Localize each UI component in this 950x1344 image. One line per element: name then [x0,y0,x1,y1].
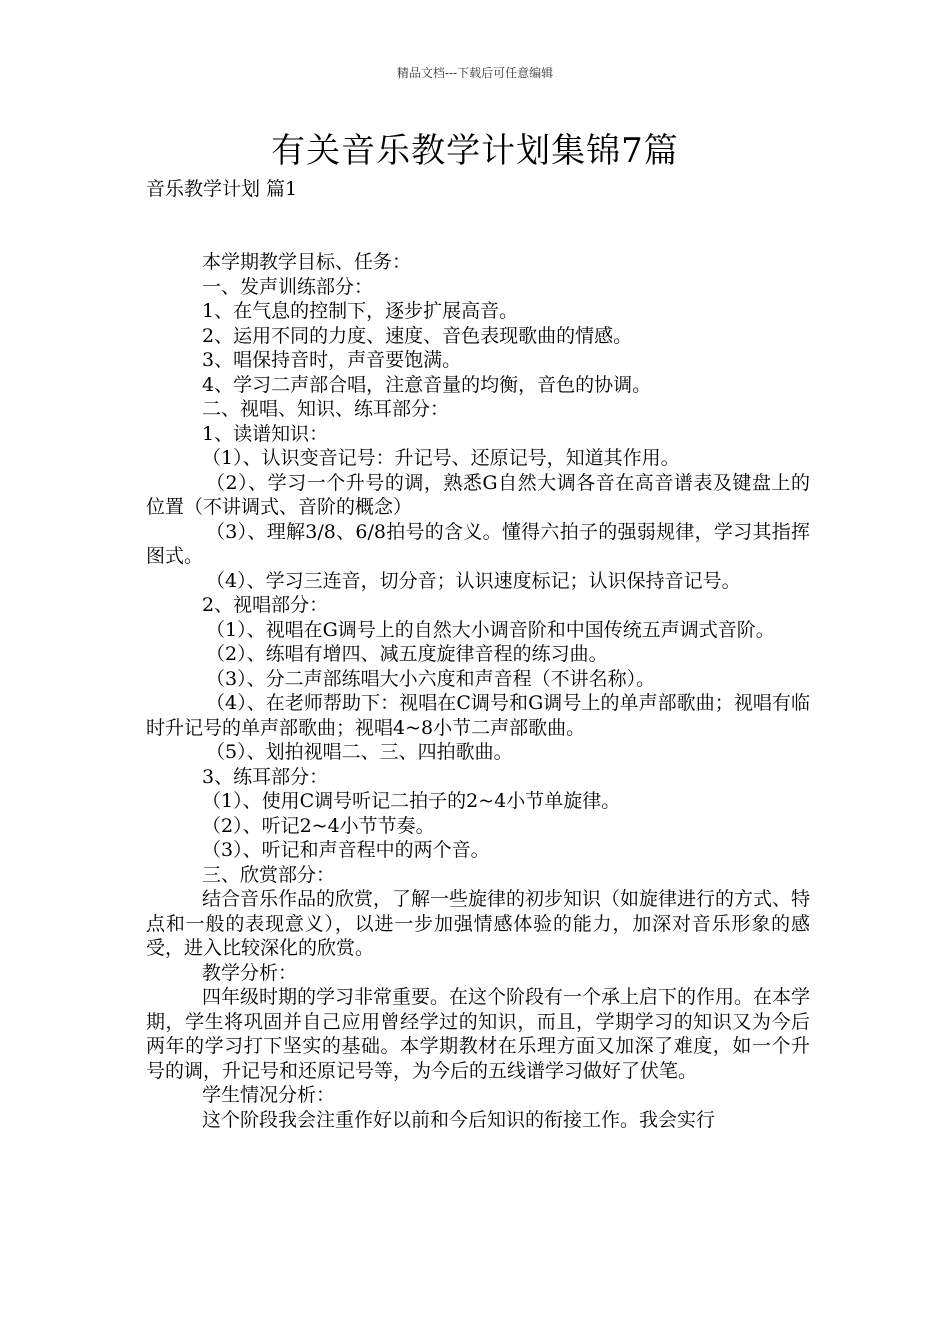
paragraph: （2）、听记2~4小节节奏。 [202,814,435,837]
page-header: 精品文档---下载后可任意编辑 [396,66,554,80]
paragraph: （1）、使用C调号听记二拍子的2~4小节单旋律。 [202,790,621,812]
paragraph: （3）、理解3/8、6/8拍号的含义。懂得六拍子的强弱规律，学习其指挥图式。 [146,520,810,567]
paragraph: （1）、视唱在G调号上的自然大小调音阶和中国传统五声调式音阶。 [206,618,775,641]
paragraph: （4）、在老师帮助下：视唱在C调号和G调号上的单声部歌曲；视唱有临时升记号的单声部歌曲；视唱4~8小节二声部歌曲。 [146,692,810,739]
paragraph: 四年级时期的学习非常重要。在这个阶段有一个承上启下的作用。在本学期，学生将巩固并自己应用曾经学过的知识，而且，学期学习的知识又为今后两年的学习打下坚实的基础。本学期教材在乐理方面又加深了难度，如一个升号的调，升记号和还原记号等，为今后的五线谱学习做好了伏笔。 [146,986,811,1082]
paragraph: 学生情况分析： [202,1084,336,1106]
paragraph: 本学期教学目标、任务： [202,251,412,273]
paragraph: 这个阶段我会注重作好以前和今后知识的衔接工作。我会实行 [202,1108,716,1131]
paragraph: 2、视唱部分： [202,594,329,616]
paragraph: 二、视唱、知识、练耳部分： [202,398,450,420]
paragraph: （2）、学习一个升号的调，熟悉G自然大调各音在高音谱表及键盘上的位置（不讲调式、音阶的概念） [146,471,810,518]
paragraph: 3、唱保持音时，声音要饱满。 [202,349,462,371]
paragraph: 教学分析： [202,961,298,984]
paragraph: （3）、听记和声音程中的两个音。 [202,839,490,861]
paragraph: 2、运用不同的力度、速度、音色表现歌曲的情感。 [202,324,633,347]
paragraph: （3）、分二声部练唱大小六度和声音程（不讲名称）。 [206,667,656,690]
paragraph: 三、欣赏部分： [202,863,336,886]
paragraph: 1、在气息的控制下，逐步扩展高音。 [202,300,519,322]
paragraph: （4）、学习三连音，切分音；认识速度标记；认识保持音记号。 [206,569,741,592]
paragraph: （1）、认识变音记号：升记号、还原记号，知道其作用。 [202,447,680,469]
paragraph: 4、学习二声部合唱，注意音量的均衡，音色的协调。 [202,373,652,396]
paragraph: （2）、练唱有增四、减五度旋律音程的练习曲。 [206,643,608,665]
paragraph: 3、练耳部分： [202,765,329,788]
document-body [146,250,810,1132]
paragraph: 1、读谱知识： [202,422,329,445]
section-heading: 音乐教学计划 篇1 [146,178,298,200]
paragraph: 结合音乐作品的欣赏，了解一些旋律的初步知识（如旋律进行的方式、特点和一般的表现意义），以进一步加强情感体验的能力，加深对音乐形象的感受，进入比较深化的欣赏。 [146,888,811,959]
paragraph: （5）、划拍视唱二、三、四拍歌曲。 [206,741,513,763]
paragraph: 一、发声训练部分： [202,275,374,298]
document-title: 有关音乐教学计划集锦7篇 [271,131,679,171]
